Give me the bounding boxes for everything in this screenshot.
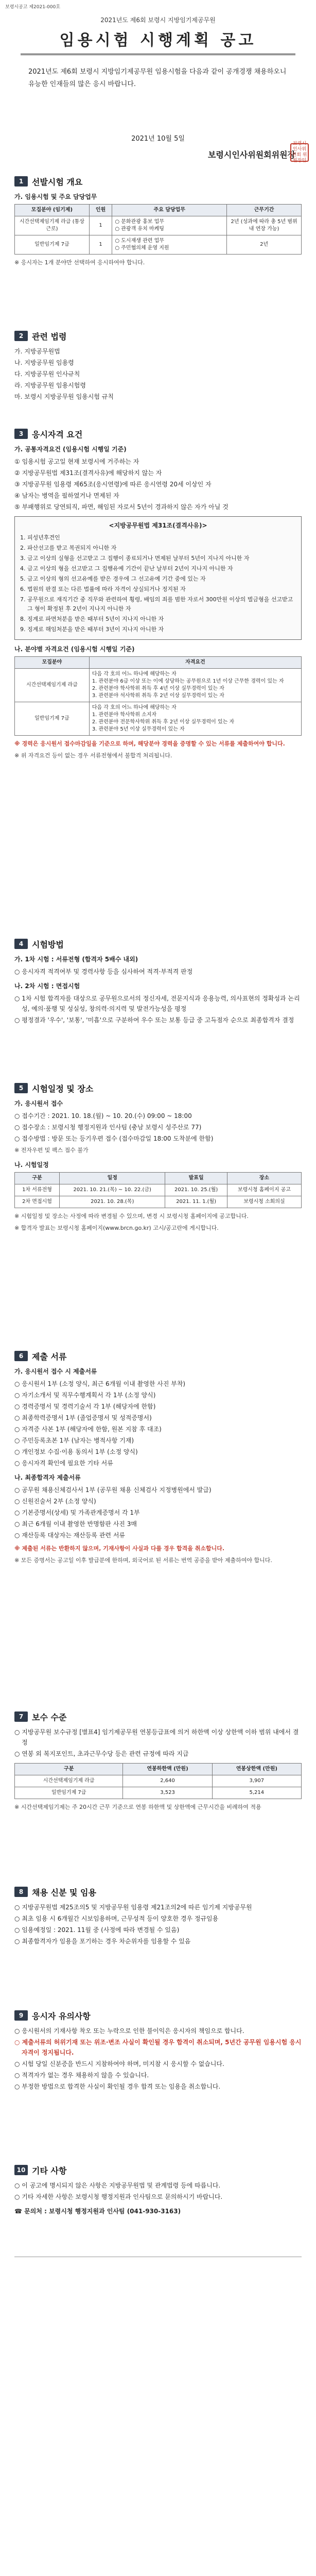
table-row [15, 702, 302, 736]
subsection-title: 나. 분야별 자격요건 (임용시험 시행일 기준) [14, 646, 135, 653]
section-body [14, 192, 302, 268]
section-header [14, 2009, 302, 2022]
note: ※ 합격자 발표는 보령시청 홈페이지(www.brcn.go.kr) 고시/공고란에 게시합니다. [14, 1225, 219, 1231]
salary-table [14, 1763, 302, 1799]
list-item: 가. 지방공무원법 [14, 348, 60, 355]
section-number: 5 [14, 1083, 28, 1093]
table-cell: 2차 면접시험 [15, 1196, 60, 1208]
table-header-cell: 자격요건 [89, 657, 301, 669]
section-header [14, 1082, 302, 1094]
list-item: 라. 지방공무원 임용시험령 [14, 382, 86, 389]
table-row [15, 216, 302, 235]
contact-info: ☎ 문의처 : 보령시청 행정지원과 인사팀 (041-930-3163) [14, 2208, 181, 2215]
table-cell: 5,214 [212, 1787, 301, 1799]
section-body [14, 346, 302, 402]
subsection-title: 나. 시험일정 [14, 1161, 49, 1168]
table-header-row [15, 657, 302, 669]
title-block [0, 15, 316, 50]
table-row [15, 1787, 302, 1799]
section-header [14, 2164, 302, 2176]
section-number: 4 [14, 939, 28, 949]
table-header-cell: 장소 [227, 1173, 301, 1184]
list-item: ○ 최종학력증명서 1부 (졸업증명서 및 성적증명서) [14, 1414, 152, 1421]
note: ※ 경력은 응시원서 접수마감일을 기준으로 하며, 해당분야 경력을 증명할 수 있는 서류를 제출하여야 합니다. [14, 740, 285, 747]
box-title: <지방공무원법 제31조(결격사유)> [109, 522, 207, 529]
table-cell: 시간선택제임기제 라급 (통상근로) [15, 216, 90, 235]
table-cell: 3,907 [212, 1775, 301, 1787]
table-row [15, 669, 302, 702]
table-cell: 2021. 10. 28.(목) [60, 1196, 165, 1208]
table-cell: 보령시청 소회의실 [227, 1196, 301, 1208]
table-cell: 2021. 10. 21.(목) ~ 10. 22.(금) [60, 1184, 165, 1196]
list-item: ② 지방공무원법 제31조(결격사유)에 해당하지 않는 자 [14, 469, 162, 477]
table-cell: 다음 각 호의 어느 하나에 해당하는 자 1. 관련분야 6급 이상 또는 이에 상당하는 공무원으로 1년 이상 근무한 경력이 있는 자 2. 관련분야 학사학위 취득 후 4년 이상 실무경력이 있는 자 3. 관련분야 석사학위 취득 후 2년 이상 실무경력이 있는 자 [89, 669, 301, 702]
list-item: 2. 파산선고를 받고 복권되지 아니한 자 [20, 545, 117, 551]
list-item: 3. 금고 이상의 실형을 선고받고 그 집행이 종료되거나 면제된 날부터 5년이 지나지 아니한 자 [20, 555, 250, 562]
table-cell: 시간선택제임기제 라급 [15, 1775, 123, 1787]
positions-table [14, 204, 302, 255]
subsection-title: 가. 응시원서 접수 [14, 1100, 63, 1107]
section-body [14, 444, 302, 761]
list-item: ⑤ 부패행위로 당연퇴직, 파면, 해임된 자로서 5년이 경과하지 않은 자가 아닐 것 [14, 503, 229, 511]
table-header-cell: 구분 [15, 1173, 60, 1184]
list-item: ○ 응시원서 1부 (소정 양식, 최근 6개월 이내 촬영한 사진 부착) [14, 1380, 186, 1387]
note: ※ 제출된 서류는 반환하지 않으며, 기재사항이 사실과 다를 경우 합격을 취소합니다. [14, 1545, 225, 1552]
table-cell: 2,640 [123, 1775, 212, 1787]
official-seal [290, 143, 309, 162]
table-header-cell: 발표일 [165, 1173, 227, 1184]
table-cell: 1 [89, 235, 112, 255]
list-item: 1. 피성년후견인 [20, 534, 60, 541]
doc-number: 보령시공고 제2021-000호 [5, 5, 61, 10]
table-cell: ○ 문화관광 홍보 업무 ○ 관광객 유치 마케팅 [112, 216, 227, 235]
section-number: 8 [14, 1887, 28, 1897]
list-item: ④ 남자는 병역을 필하였거나 면제된 자 [14, 492, 119, 499]
section-title: 기타 사항 [32, 2165, 67, 2176]
intro-text: 2021년도 제6회 보령시 지방임기제공무원 임용시험을 다음과 같이 공개경쟁 채용하오니 유능한 인재들의 많은 응시 바랍니다. [28, 68, 287, 88]
page-title: 임용시험 시행계획 공고 [59, 31, 257, 49]
table-header-cell: 모집분야 [15, 657, 90, 669]
section-number: 7 [14, 1711, 28, 1722]
list-item: ○ 공무원 채용신체검사서 1부 (공무원 채용 신체검사 지정병원에서 발급) [14, 1486, 212, 1494]
subsection-title: 가. 응시원서 접수 시 제출서류 [14, 1368, 97, 1375]
list-item: ○ 응시원서의 기재사항 착오 또는 누락으로 인한 불이익은 응시자의 책임으로 합니다. [14, 2027, 244, 2035]
list-item: ○ 재산등록 대상자는 재산등록 관련 서류 [14, 1532, 126, 1539]
note: ※ 위 자격요건 등이 없는 경우 서류전형에서 불합격 처리됩니다. [14, 752, 172, 759]
section-number: 1 [14, 176, 28, 187]
section-salary [14, 1710, 302, 1814]
section-header [14, 1710, 302, 1723]
table-cell: 일반임기제 7급 [15, 702, 90, 736]
section-header [14, 1886, 302, 1898]
schedule-table [14, 1172, 302, 1208]
table-cell: 시간선택제임기제 라급 [15, 669, 90, 702]
section-body [14, 1366, 302, 1566]
subsection-title: 나. 최종합격자 제출서류 [14, 1474, 81, 1481]
subsection-title: 가. 1차 시험 : 서류전형 (합격자 5배수 내외) [14, 956, 138, 963]
list-item: ○ 연봉 외 복지포인트, 초과근무수당 등은 관련 규정에 따라 지급 [14, 1750, 189, 1757]
list-item: ○ 접수방법 : 방문 또는 등기우편 접수 (접수마감일 18:00 도착분에 한함) [14, 1135, 214, 1142]
list-item: 다. 지방공무원 인사규칙 [14, 370, 80, 378]
announcement-date: 2021년 10월 5일 [131, 135, 185, 143]
table-row [15, 1775, 302, 1787]
section-body [14, 1727, 302, 1812]
section-overview [14, 175, 302, 269]
section-body [14, 1902, 302, 1946]
title-divider [21, 54, 295, 55]
table-row [15, 1196, 302, 1208]
list-item: ○ 1차 시험 합격자를 대상으로 공무원으로서의 정신자세, 전문지식과 응용능력, 의사표현의 정확성과 논리성, 예의·품행 및 성실성, 창의력·의지력 및 발전가능성을 평정 [14, 995, 300, 1012]
table-cell: 1 [89, 216, 112, 235]
table-cell: 보령시청 홈페이지 공고 [227, 1184, 301, 1196]
section-eligibility [14, 428, 302, 762]
section-header [14, 428, 302, 440]
list-item: 5. 금고 이상의 형의 선고유예를 받은 경우에 그 선고유예 기간 중에 있는 자 [20, 575, 206, 582]
disqualification-box [14, 516, 302, 640]
section-title: 시험방법 [32, 939, 64, 950]
table-cell: 일반임기제 7급 [15, 1787, 123, 1799]
list-item: ○ 최근 6개월 이내 촬영한 반명함판 사진 3매 [14, 1520, 137, 1528]
table-header-cell: 모집분야 (임기제) [15, 205, 90, 216]
list-item: ○ 응시자격 확인에 필요한 기타 서류 [14, 1460, 113, 1467]
table-cell: 3,523 [123, 1787, 212, 1799]
section-number: 3 [14, 429, 28, 439]
table-cell: 다음 각 호의 어느 하나에 해당하는 자 1. 관련분야 학사학위 소지자 2. 관련분야 전문학사학위 취득 후 2년 이상 실무경력이 있는 자 3. 관련분야 5년 이상 실무경력이 있는 자 [89, 702, 301, 736]
section-documents [14, 1350, 302, 1567]
list-item: ○ 자기소개서 및 직무수행계획서 각 1부 (소정 양식) [14, 1392, 156, 1399]
list-item: ○ 개인정보 수집·이용 동의서 1부 (소정 양식) [14, 1448, 138, 1455]
list-item: ○ 접수장소 : 보령시청 행정지원과 인사팀 (충남 보령시 성주산로 77) [14, 1124, 202, 1131]
section-body [14, 2026, 302, 2092]
note: ※ 모든 증명서는 공고일 이후 발급분에 한하며, 외국어로 된 서류는 번역 공증을 받아 제출하여야 합니다. [14, 1557, 272, 1564]
section-number: 10 [14, 2165, 28, 2175]
list-item: 마. 보령시 지방공무원 임용시험 규칙 [14, 393, 114, 400]
list-item: ○ 시험 당일 신분증을 반드시 지참하여야 하며, 미지참 시 응시할 수 없습니다. [14, 2060, 224, 2067]
list-item: ○ 평정결과 '우수', '보통', '미흡'으로 구분하여 우수 또는 보통 등급 중 고득점자 순으로 최종합격자 결정 [14, 1016, 294, 1024]
note: ※ 전자우편 및 팩스 접수 불가 [14, 1147, 89, 1154]
list-item: ○ 지방공무원법 제25조의5 및 지방공무원 임용령 제21조의2에 따른 임기제 지방공무원 [14, 1904, 252, 1911]
list-item: ○ 이 공고에 명시되지 않은 사항은 지방공무원법 및 관계법령 등에 따릅니다. [14, 2182, 221, 2189]
table-header-cell: 주요 담당업무 [112, 205, 227, 216]
supertitle: 2021년도 제6회 보령시 지방임기제공무원 [100, 16, 216, 24]
section-number: 2 [14, 331, 28, 341]
section-body [14, 2180, 302, 2216]
table-cell: 1차 서류전형 [15, 1184, 60, 1196]
list-item: ○ 자격증 사본 1부 (해당자에 한함, 원본 지참 후 대조) [14, 1426, 162, 1433]
list-item: ○ 최초 임용 시 6개월간 시보임용하며, 근무성적 등이 양호한 경우 정규임용 [14, 1915, 219, 1922]
table-header-cell: 일정 [60, 1173, 165, 1184]
table-cell: ○ 도시재생 관련 업무 ○ 주민협의체 운영 지원 [112, 235, 227, 255]
list-item: ○ 기타 자세한 사항은 보령시청 행정지원과 인사팀으로 문의하시기 바랍니다. [14, 2193, 223, 2200]
table-cell: 2021. 10. 25.(월) [165, 1184, 227, 1196]
list-item: ○ 신원진술서 2부 (소정 양식) [14, 1498, 96, 1505]
subsection-title: 나. 2차 시험 : 면접시험 [14, 982, 80, 990]
list-item: ○ 접수기간 : 2021. 10. 18.(월) ~ 10. 20.(수) 09:00 ~ 18:00 [14, 1112, 192, 1120]
list-item: ○ 기본증명서(상세) 및 가족관계증명서 각 1부 [14, 1509, 140, 1516]
list-item: ○ 경력증명서 및 경력기술서 각 1부 (해당자에 한함) [14, 1403, 156, 1410]
list-item: ○ 주민등록초본 1부 (남자는 병적사항 기재) [14, 1437, 134, 1444]
section-exam-method [14, 938, 302, 1026]
section-title: 관련 법령 [32, 331, 67, 342]
seal-text: 보령시 인사위원회 위원장인 [292, 141, 307, 163]
section-appointment [14, 1886, 302, 1947]
list-item: ○ 임용예정일 : 2021. 11월 중 (사정에 따라 변경될 수 있음) [14, 1926, 180, 1934]
table-cell: 일반임기제 7급 [15, 235, 90, 255]
section-header [14, 1350, 302, 1362]
table-header-cell: 연봉하한액 (만원) [123, 1764, 212, 1775]
section-title: 응시자 유의사항 [32, 2011, 91, 2021]
list-item: 8. 징계로 파면처분을 받은 때부터 5년이 지나지 아니한 자 [20, 616, 164, 622]
section-laws [14, 330, 302, 403]
table-row [15, 1184, 302, 1196]
subsection-title: 가. 공통자격요건 (임용시험 시행일 기준) [14, 446, 127, 453]
section-title: 선발시험 개요 [32, 177, 83, 187]
section-title: 제출 서류 [32, 1351, 67, 1362]
table-header-cell: 근무기간 [227, 205, 302, 216]
section-other [14, 2164, 302, 2217]
list-item: 9. 징계로 해임처분을 받은 때부터 3년이 지나지 아니한 자 [20, 626, 164, 633]
table-header-cell: 연봉상한액 (만원) [212, 1764, 301, 1775]
note: ※ 응시자는 1개 분야만 선택하여 응시하여야 합니다. [14, 259, 145, 266]
section-number: 9 [14, 2010, 28, 2021]
list-item: ③ 지방공무원 임용령 제65조(응시연령)에 따른 응시연령 20세 이상인 자 [14, 481, 212, 488]
list-item: 7. 공무원으로 재직기간 중 직무와 관련하여 횡령, 배임의 죄를 범한 자로서 300만원 이상의 벌금형을 선고받고 그 형이 확정된 후 2년이 지나지 아니한 자 [20, 596, 293, 612]
section-body [14, 1098, 302, 1233]
section-title: 채용 신분 및 임용 [32, 1887, 96, 1897]
section-title: 시험일정 및 장소 [32, 1083, 94, 1094]
issuer: 보령시인사위원회위원장 [207, 150, 295, 160]
list-item: 6. 법원의 판결 또는 다른 법률에 따라 자격이 상실되거나 정지된 자 [20, 586, 186, 592]
table-header-row [15, 1173, 302, 1184]
table-header-row [15, 205, 302, 216]
section-number: 6 [14, 1351, 28, 1361]
table-header-cell: 인원 [89, 205, 112, 216]
note: ※ 시험일정 및 장소는 사정에 따라 변경될 수 있으며, 변경 시 보령시청 홈페이지에 공고합니다. [14, 1213, 249, 1219]
section-precautions [14, 2009, 302, 2093]
table-cell: 2년 [227, 235, 302, 255]
requirements-table [14, 656, 302, 736]
list-item: 4. 금고 이상의 형을 선고받고 그 집행유예 기간이 끝난 날부터 2년이 지나지 아니한 자 [20, 565, 233, 572]
note: ※ 시간선택제임기제는 주 20시간 근무 기준으로 연봉 하한액 및 상한액에 근무시간을 비례하여 적용 [14, 1804, 261, 1810]
list-item: 나. 지방공무원 임용령 [14, 359, 74, 366]
section-header [14, 330, 302, 342]
table-cell: 2년 (성과에 따라 총 5년 범위 내 연장 가능) [227, 216, 302, 235]
list-item: ○ 응시자격 적격여부 및 경력사항 등을 심사하여 적격·부적격 판정 [14, 968, 193, 975]
section-schedule [14, 1082, 302, 1235]
section-body [14, 954, 302, 1025]
table-row [15, 235, 302, 255]
table-header-cell: 구분 [15, 1764, 123, 1775]
section-header [14, 938, 302, 950]
section-title: 응시자격 요건 [32, 429, 83, 439]
list-item: ○ 지방공무원 보수규정 [별표4] 임기제공무원 연봉등급표에 의거 하한액 이상 상한액 이하 범위 내에서 결정 [14, 1728, 299, 1746]
list-item: ○ 최종합격자가 임용을 포기하는 경우 차순위자를 임용할 수 있음 [14, 1938, 191, 1945]
table-header-row [15, 1764, 302, 1775]
section-header [14, 175, 302, 188]
subsection-title: 가. 임용시험 및 주요 담당업무 [14, 193, 97, 200]
list-item: ○ 제출서류의 허위기재 또는 위조·변조 사실이 확인될 경우 합격이 취소되며, 5년간 공무원 임용시험 응시자격이 정지됩니다. [14, 2039, 302, 2056]
list-item: ○ 적격자가 없는 경우 채용하지 않을 수 있습니다. [14, 2072, 149, 2079]
list-item: ○ 부정한 방법으로 합격한 사실이 확인될 경우 합격 또는 임용을 취소합니다. [14, 2083, 221, 2090]
list-item: ① 임용시험 공고일 현재 보령시에 거주하는 자 [14, 458, 139, 465]
table-cell: 2021. 11. 1.(월) [165, 1196, 227, 1208]
section-title: 보수 수준 [32, 1712, 67, 1722]
